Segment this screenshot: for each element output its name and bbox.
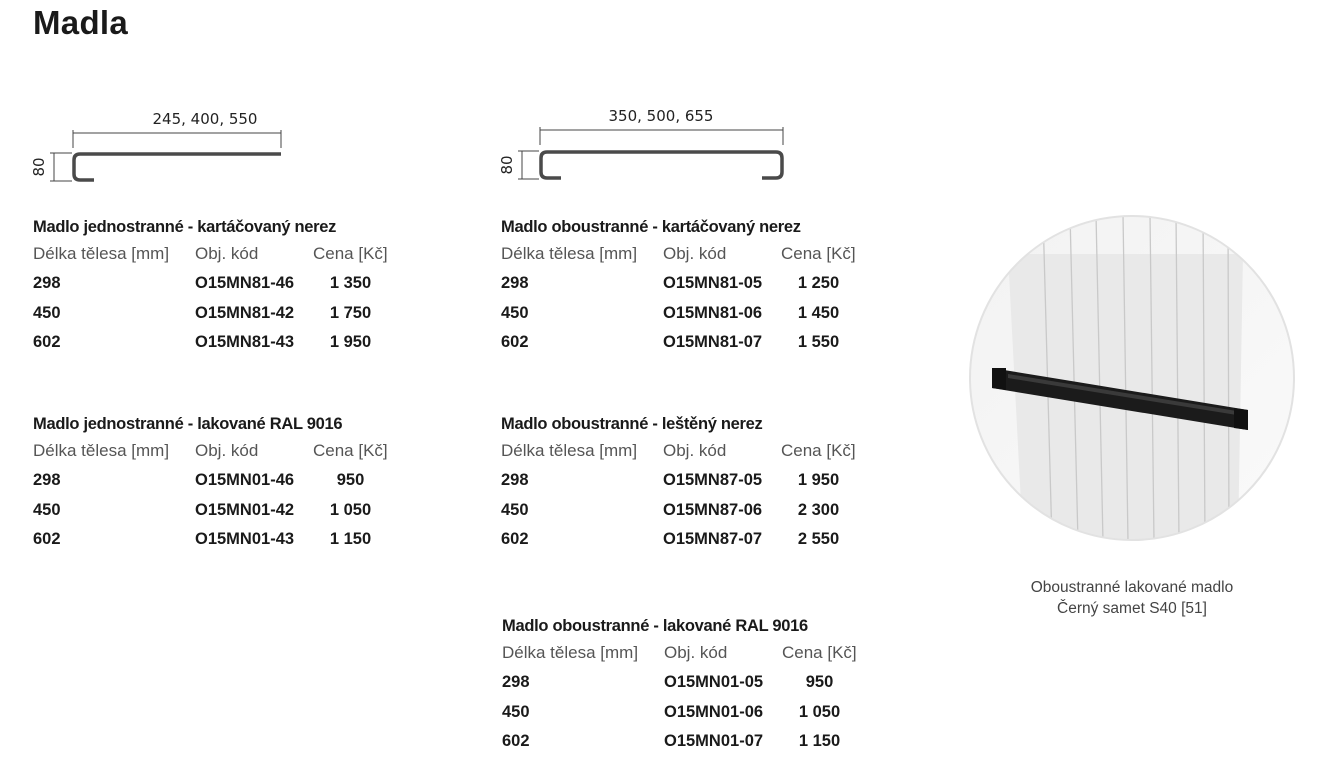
table-header [33, 239, 388, 269]
code-cell: O15MN87-06 [663, 500, 763, 519]
width-dimension-label: 245, 400, 550 [152, 110, 258, 128]
height-dimension-label: 80 [498, 155, 516, 175]
table-row [33, 466, 365, 496]
one-sided-handle-diagram [28, 100, 298, 190]
length-cell: 450 [501, 500, 529, 519]
table-header [501, 436, 856, 466]
code-header: Obj. kód [195, 441, 259, 460]
table-header [502, 638, 857, 668]
caption-line: Oboustranné lakované madlo [1030, 579, 1234, 596]
length-cell: 298 [33, 471, 61, 489]
code-cell: O15MN87-05 [663, 471, 763, 489]
price-cell: 2 550 [797, 530, 840, 548]
length-cell: 298 [502, 673, 530, 691]
table-two-sided-painted-ral9016 [502, 614, 857, 757]
code-cell: O15MN81-42 [195, 303, 295, 322]
table-row [33, 328, 372, 358]
table-header [501, 239, 856, 269]
length-cell: 298 [501, 471, 529, 489]
price-cell: 1 150 [329, 530, 372, 548]
table-one-sided-brushed-steel [33, 215, 388, 358]
price-cell: 1 950 [797, 471, 840, 489]
height-dimension-label: 80 [30, 157, 48, 177]
length-cell: 298 [33, 274, 61, 292]
code-cell: O15MN01-43 [195, 530, 295, 548]
page-title: Madla [33, 4, 129, 41]
table-row [501, 328, 840, 358]
code-header: Obj. kód [664, 643, 728, 662]
length-header: Délka tělesa [mm] [33, 244, 170, 263]
photo-caption [1000, 577, 1264, 619]
length-cell: 602 [33, 333, 61, 351]
length-header: Délka tělesa [mm] [501, 441, 638, 460]
code-cell: O15MN01-46 [195, 471, 295, 489]
price-cell: 1 050 [329, 500, 372, 519]
two-sided-handle-diagram [494, 97, 794, 187]
price-header: Cena [Kč] [313, 244, 388, 263]
price-cell: 1 550 [797, 333, 840, 351]
length-header: Délka tělesa [mm] [502, 643, 639, 662]
table-one-sided-painted-ral9016 [33, 412, 388, 555]
code-header: Obj. kód [663, 244, 727, 263]
table-row [502, 668, 834, 698]
price-cell: 1 450 [797, 303, 840, 322]
table-two-sided-brushed-steel [501, 215, 856, 358]
code-header: Obj. kód [663, 441, 727, 460]
table-title: Madlo oboustranné - lakované RAL 9016 [502, 617, 808, 635]
code-cell: O15MN81-46 [195, 274, 295, 292]
table-title: Madlo oboustranné - kartáčovaný nerez [501, 218, 801, 236]
price-cell: 1 150 [798, 732, 841, 750]
price-header: Cena [Kč] [313, 441, 388, 460]
table-row [33, 496, 372, 526]
code-cell: O15MN01-42 [195, 500, 295, 519]
code-cell: O15MN01-05 [664, 673, 764, 691]
length-cell: 450 [33, 500, 61, 519]
code-cell: O15MN81-43 [195, 333, 295, 351]
length-cell: 450 [501, 303, 529, 322]
product-photo [968, 214, 1296, 542]
table-row [33, 269, 372, 299]
code-cell: O15MN01-07 [664, 732, 764, 750]
caption-line: Černý samet S40 [51] [1057, 600, 1207, 617]
length-cell: 602 [501, 333, 529, 351]
price-cell: 950 [336, 471, 365, 489]
code-cell: O15MN87-07 [663, 530, 763, 548]
code-cell: O15MN81-07 [663, 333, 763, 351]
table-title: Madlo oboustranné - leštěný nerez [501, 415, 763, 433]
price-header: Cena [Kč] [782, 643, 857, 662]
table-title: Madlo jednostranné - lakované RAL 9016 [33, 415, 343, 433]
length-cell: 298 [501, 274, 529, 292]
price-cell: 1 750 [329, 303, 372, 322]
table-row [502, 727, 841, 757]
table-row [501, 299, 840, 329]
code-cell: O15MN01-06 [664, 702, 764, 721]
table-row [501, 525, 840, 555]
price-header: Cena [Kč] [781, 244, 856, 263]
table-row [501, 466, 840, 496]
table-row [33, 525, 372, 555]
length-cell: 602 [501, 530, 529, 548]
length-cell: 602 [502, 732, 530, 750]
price-cell: 2 300 [797, 500, 840, 519]
table-row [501, 496, 840, 526]
table-row [502, 698, 841, 728]
table-header [33, 436, 388, 466]
length-cell: 450 [33, 303, 61, 322]
table-row [33, 299, 372, 329]
price-cell: 1 950 [329, 333, 372, 351]
price-cell: 1 350 [329, 274, 372, 292]
length-cell: 450 [502, 702, 530, 721]
length-header: Délka tělesa [mm] [33, 441, 170, 460]
width-dimension-label: 350, 500, 655 [608, 107, 714, 125]
price-cell: 950 [805, 673, 834, 691]
code-header: Obj. kód [195, 244, 259, 263]
price-cell: 1 250 [797, 274, 840, 292]
table-two-sided-polished-steel [501, 412, 856, 555]
length-header: Délka tělesa [mm] [501, 244, 638, 263]
table-row [501, 269, 840, 299]
code-cell: O15MN81-06 [663, 303, 763, 322]
price-cell: 1 050 [798, 702, 841, 721]
price-header: Cena [Kč] [781, 441, 856, 460]
code-cell: O15MN81-05 [663, 274, 763, 292]
length-cell: 602 [33, 530, 61, 548]
table-title: Madlo jednostranné - kartáčovaný nerez [33, 218, 337, 236]
